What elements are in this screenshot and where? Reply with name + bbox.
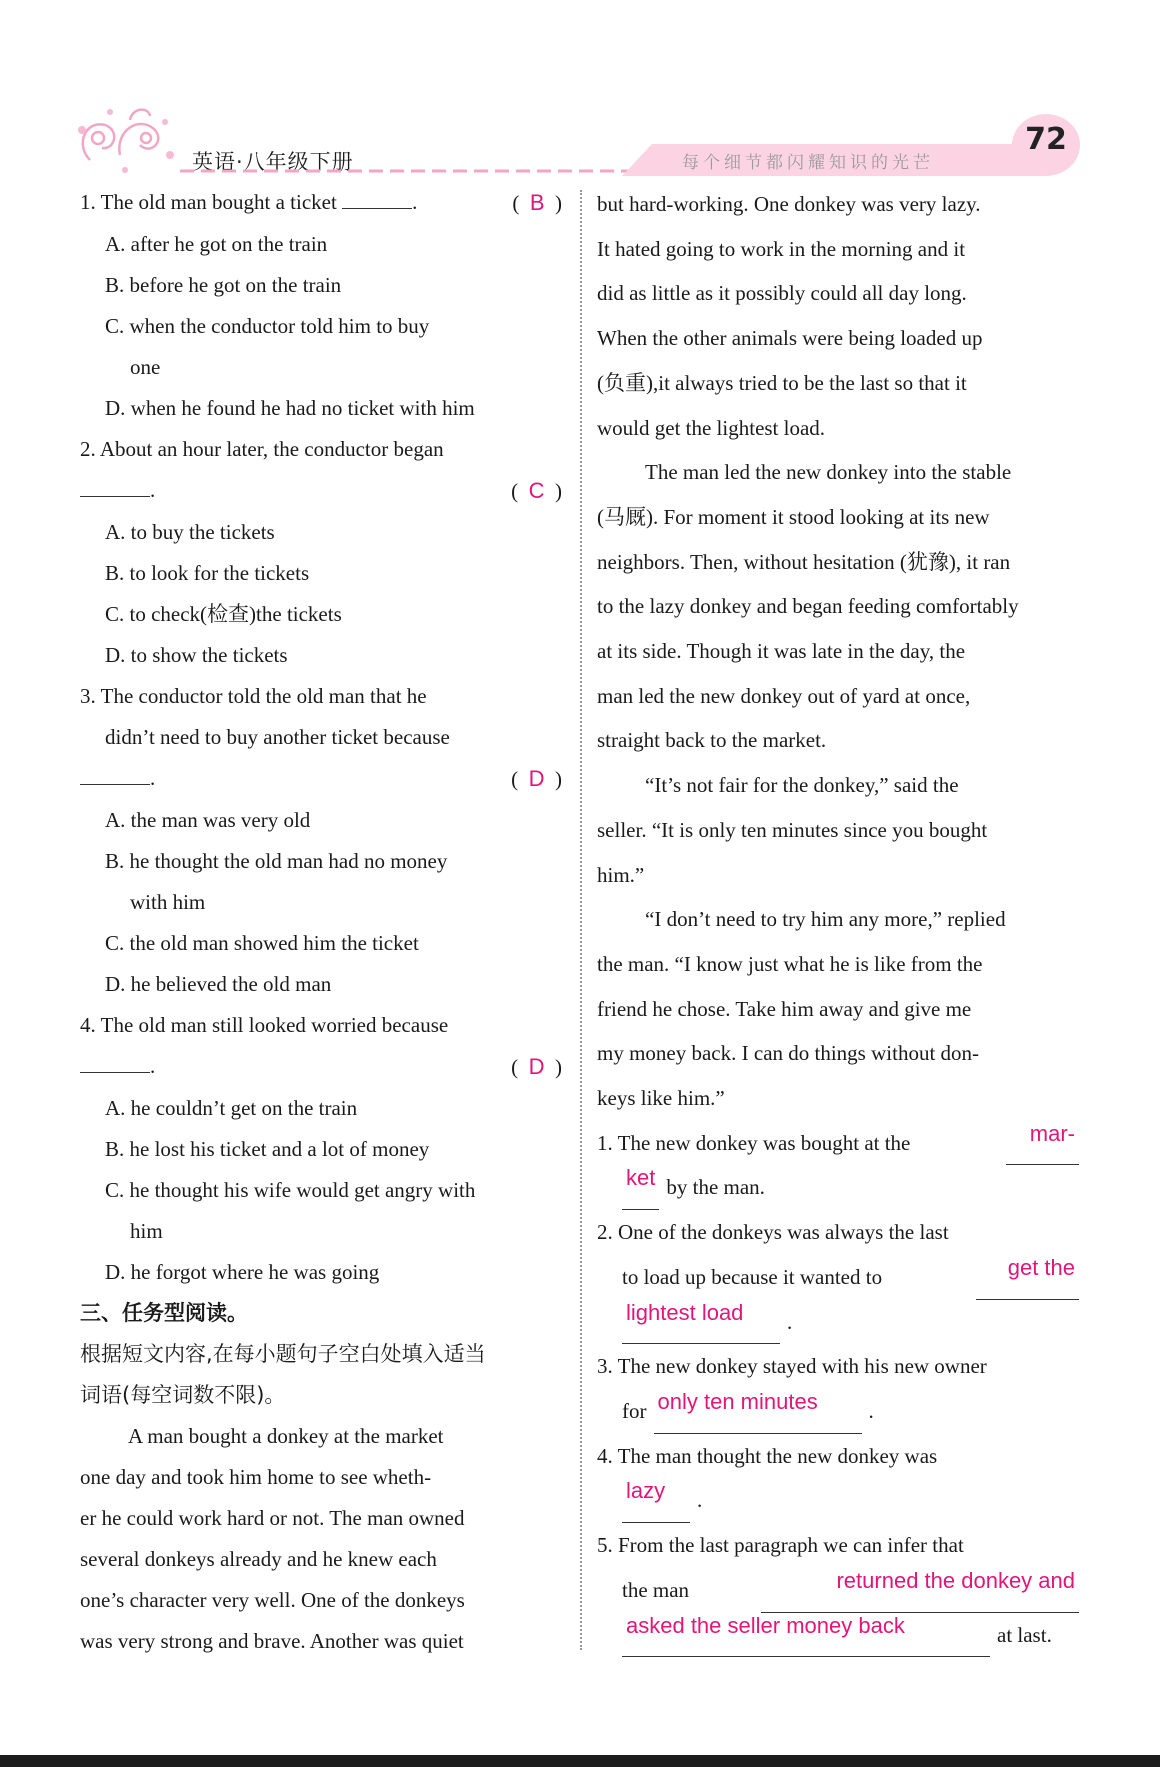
answer-fill: lightest load [622, 1300, 780, 1345]
answer-fill: returned the donkey and [761, 1568, 1079, 1613]
page-header [0, 0, 1160, 190]
question-1: 1. The old man bought a ticket . ( B ) [80, 190, 562, 215]
passage-line: friend he chose. Take him away and give me [597, 996, 972, 1021]
answer-fill: get the [976, 1255, 1079, 1300]
answer-fill: asked the seller money back [622, 1613, 990, 1658]
answer-blank [80, 764, 150, 785]
section-title: 三、任务型阅读。 [80, 1301, 248, 1325]
left-column: 1. The old man bought a ticket . ( B ) A. after he got on the train B. before he got on the train C. when the conductor told him to buy one D. when he found he had no ticket with him 2. About an hour later, the conductor began . ( C ) A. to buy the tickets B. to look for the tickets C. to check(检查)the tickets D. to show the tickets 3. The conductor told the old man that he didn’t need to buy another ticket because . ( D ) A. the man was very old B. he thought the old man had no money with him C. the old man showed him the ticket D. he believed the old man 4. The old man still looked worried because . ( D ) A. he couldn’t get on the train B. he lost his ticket and a lot of money C. he thought his wife would get angry with him D. he forgot where he was going 三、任务型阅读。 根据短文内容,在每小题句子空白处填入适当 词语(每空词数不限)。 A man bought a donkey at the market one day and took him home to see wheth- er he could work hard or not. The man owned several donkeys already and he knew each one’s character very well. One of the donkeys was very strong and brave. Another was quiet [80, 182, 562, 1662]
book-title: 英语·八年级下册 [192, 150, 354, 174]
answer-blank [80, 1052, 150, 1073]
answer-fill: ket [622, 1165, 659, 1210]
passage-line: to the lazy donkey and began feeding comfortably [597, 594, 1019, 619]
option: D. he forgot where he was going [105, 1260, 380, 1284]
answer-choice: B [529, 190, 545, 215]
instruction: 词语(每空词数不限)。 [80, 1383, 286, 1407]
task-3: 3. The new donkey stayed with his new owner [597, 1354, 987, 1379]
option-continued: him [130, 1219, 163, 1243]
passage-line: neighbors. Then, without hesitation (犹豫), it ran [597, 549, 1011, 574]
motto: 每个细节都闪耀知识的光芒 [682, 153, 934, 173]
passage-line: my money back. I can do things without don- [597, 1041, 980, 1066]
page-bottom-bar [0, 1755, 1160, 1767]
option: D. when he found he had no ticket with him [105, 396, 475, 420]
passage-line: “I don’t need to try him any more,” replied [645, 907, 1006, 932]
answer-choice: D [528, 1054, 545, 1079]
passage-line: the man. “I know just what he is like from the [597, 951, 983, 976]
option-continued: one [130, 355, 161, 379]
option: B. before he got on the train [105, 273, 342, 297]
passage-line: It hated going to work in the morning and it [597, 236, 966, 261]
passage-line: several donkeys already and he knew each [80, 1547, 437, 1571]
option: B. to look for the tickets [105, 561, 310, 585]
option: D. to show the tickets [105, 643, 288, 667]
header-rule [180, 168, 650, 174]
option: A. the man was very old [105, 808, 311, 832]
answer-choice: C [528, 478, 545, 503]
passage-line: man led the new donkey out of yard at once, [597, 683, 971, 708]
task-5: 5. From the last paragraph we can infer that [597, 1533, 964, 1558]
instruction: 根据短文内容,在每小题句子空白处填入适当 [80, 1342, 486, 1366]
option: C. he thought his wife would get angry with [105, 1178, 476, 1202]
right-column: but hard-working. One donkey was very lazy. It hated going to work in the morning and it did as little as it possibly could all day long. When the other animals were being loaded up (负重),it always tried to be the last so that it would get the lightest load. The man led the new donkey into the stable (马厩). For moment it stood looking at its new neighbors. Then, without hesitation (犹豫), it ran to the lazy donkey and began feeding comfortably at its side. Though it was late in the day, the man led the new donkey out of yard at once, straight back to the market. “It’s not fair for the donkey,” said the seller. “It is only ten minutes since you bought him.” “I don’t need to try him any more,” replied the man. “I know just what he is like from the friend he chose. Take him away and give me my money back. I can do things without don- keys like him.” 1. The new donkey was bought at the mar- ket by the man. 2. One of the donkeys was always the last to load up because it wanted to get the lightest load . 3. The new donkey stayed with his new owner for only ten minutes . 4. The man thought the new donkey was lazy . 5. From the last paragraph we can infer that the man returned the donkey and asked the seller money back at last. [597, 182, 1079, 1657]
passage-line: was very strong and brave. Another was quiet [80, 1629, 464, 1653]
passage-line: When the other animals were being loaded up [597, 326, 983, 351]
option: B. he thought the old man had no money [105, 849, 448, 873]
passage-line: one’s character very well. One of the donkeys [80, 1588, 465, 1612]
column-divider [580, 190, 582, 1650]
question-2: 2. About an hour later, the conductor began [80, 437, 444, 461]
question-3: 3. The conductor told the old man that he [80, 684, 427, 708]
passage-line: keys like him.” [597, 1086, 725, 1111]
option: C. the old man showed him the ticket [105, 931, 419, 955]
passage-line: The man led the new donkey into the stable [645, 460, 1012, 485]
passage-line: at its side. Though it was late in the day, the [597, 639, 966, 664]
option: A. after he got on the train [105, 232, 328, 256]
option: D. he believed the old man [105, 972, 332, 996]
option: C. when the conductor told him to buy [105, 314, 430, 338]
passage-line: one day and took him home to see wheth- [80, 1465, 432, 1489]
answer-fill: mar- [1006, 1121, 1079, 1166]
passage-line: A man bought a donkey at the market [128, 1424, 444, 1448]
passage-line: but hard-working. One donkey was very lazy. [597, 192, 981, 216]
answer-blank [80, 476, 150, 497]
passage-line: er he could work hard or not. The man owned [80, 1506, 465, 1530]
passage-line: seller. “It is only ten minutes since you bought [597, 817, 988, 842]
page-number: 72 [1025, 122, 1067, 157]
answer-blank [342, 188, 412, 209]
floral-ornament-icon [70, 100, 180, 180]
answer-fill: lazy [622, 1478, 690, 1523]
answer-choice: D [528, 766, 545, 791]
option: A. to buy the tickets [105, 520, 275, 544]
task-1: 1. The new donkey was bought at the mar- [597, 1121, 1079, 1166]
answer-fill: only ten minutes [654, 1389, 862, 1434]
task-2: 2. One of the donkeys was always the last [597, 1220, 949, 1245]
passage-line: would get the lightest load. [597, 415, 826, 440]
question-4: 4. The old man still looked worried because [80, 1013, 449, 1037]
task-4: 4. The man thought the new donkey was [597, 1443, 938, 1468]
passage-line: (马厩). For moment it stood looking at its new [597, 504, 990, 529]
option: A. he couldn’t get on the train [105, 1096, 358, 1120]
passage-line: did as little as it possibly could all day long. [597, 281, 967, 306]
option-continued: with him [130, 890, 206, 914]
passage-line: (负重),it always tried to be the last so that it [597, 370, 967, 395]
option: C. to check(检查)the tickets [105, 602, 342, 626]
passage-line: him.” [597, 862, 645, 887]
passage-line: straight back to the market. [597, 728, 827, 753]
option: B. he lost his ticket and a lot of money [105, 1137, 430, 1161]
passage-line: “It’s not fair for the donkey,” said the [645, 773, 959, 798]
